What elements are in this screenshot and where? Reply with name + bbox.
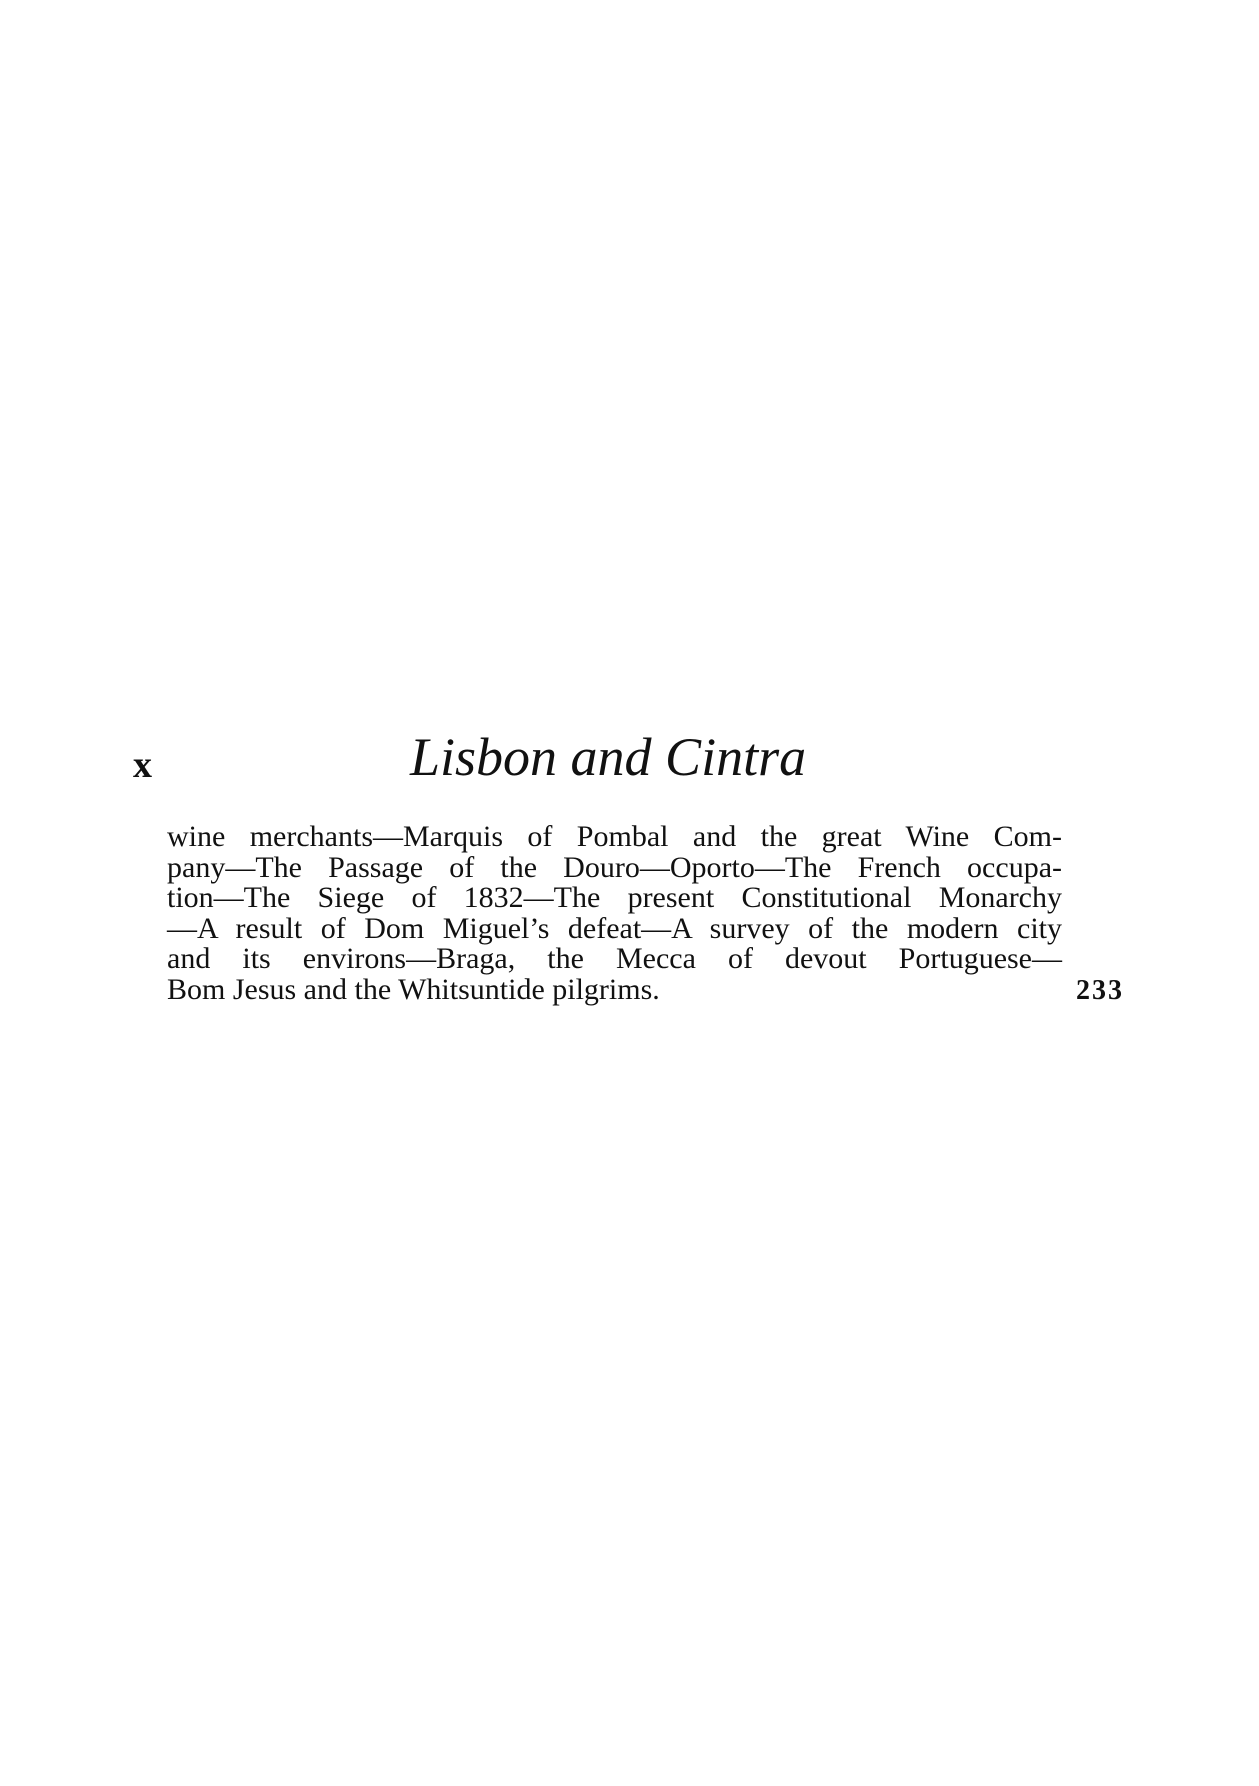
entry-line: wine merchants—Marquis of Pombal and the great Wine Com- <box>167 820 1062 853</box>
running-title: Lisbon and Cintra <box>410 727 807 787</box>
entry-line: Bom Jesus and the Whitsuntide pilgrims. <box>167 972 660 1006</box>
entry-line: and its environs—Braga, the Mecca of devout Portuguese— <box>167 942 1062 975</box>
entry-line: —A result of Dom Miguel’s defeat—A survey of the modern city <box>167 911 1062 945</box>
entry-page-reference: 233 <box>1076 975 1124 1006</box>
contents-entry <box>167 822 1062 1005</box>
page-number: x <box>133 744 153 786</box>
entry-line: pany—The Passage of the Douro—Oporto—The French occupa- <box>167 850 1062 884</box>
entry-line: tion—The Siege of 1832—The present Constitutional Monarchy <box>167 881 1062 914</box>
